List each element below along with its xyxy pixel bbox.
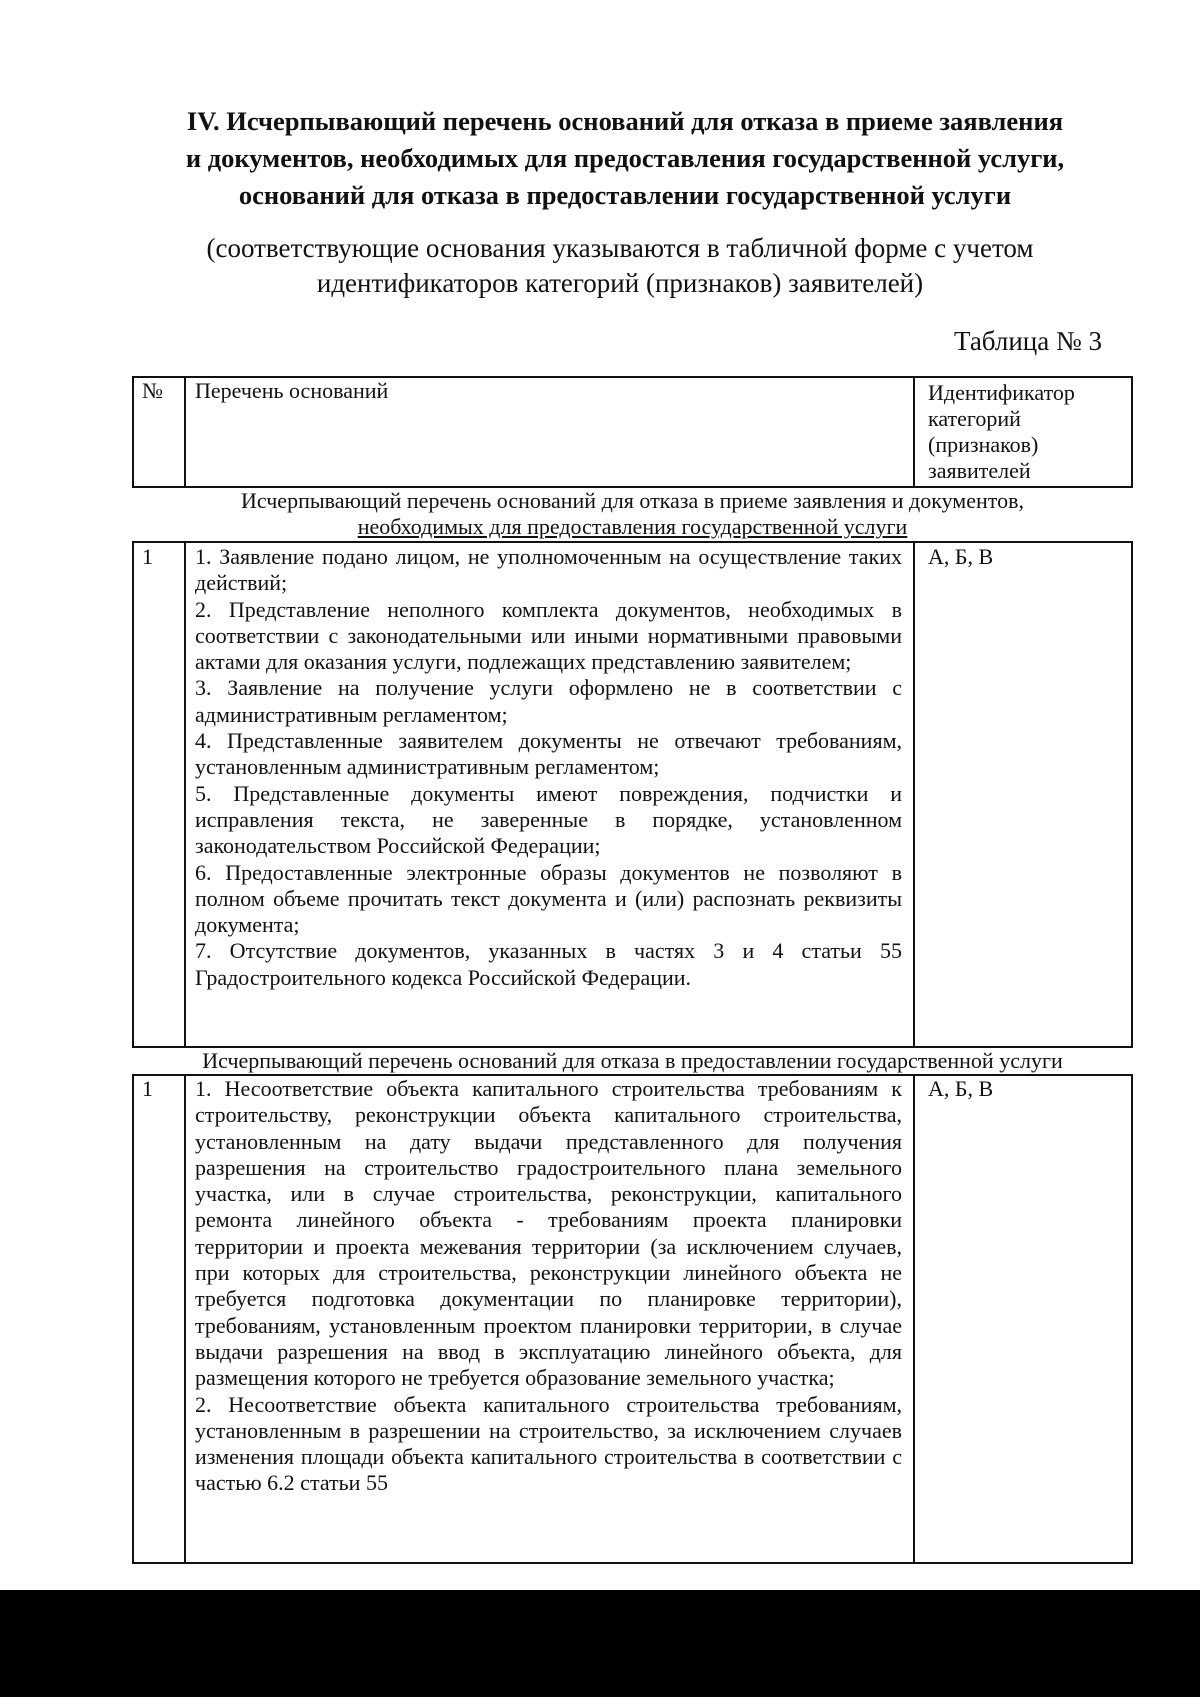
heading-line: и документов, необходимых для предоставления государственной услуги, (185, 143, 1065, 173)
table-border-left (132, 376, 134, 486)
table-number-label: Таблица № 3 (954, 326, 1102, 356)
list-item: 4. Представленные заявителем документы не отвечают требованиям, установленным административным регламентом; (195, 728, 902, 780)
list-item: 2. Несоответствие объекта капитального строительства требованиям, установленным в разрешении на строительство, за исключением случаев изменения площади объекта капитального строительства в соответствии с частью 6.2 статьи 55 (195, 1391, 902, 1496)
column-divider (913, 376, 915, 486)
grounds-table (132, 376, 1133, 1563)
section-title-refusal-acceptance (132, 488, 1133, 541)
row-number: 1 (142, 544, 153, 569)
section-subheading (150, 231, 1090, 301)
column-divider (184, 1074, 186, 1563)
subheading-line: (соответствующие основания указываются в табличной форме с учетом (206, 233, 1034, 263)
list-item: 7. Отсутствие документов, указанных в частях 3 и 4 статьи 55 Градостроительного кодекса Российской Федерации. (195, 938, 902, 990)
list-item: 1. Несоответствие объекта капитального строительства требованиям к строительству, реконструкции объекта капитального строительства, установленным на дату выдачи представленного для получения разрешения на строительство градостроительного плана земельного участка, или в случае строительства, реконструкции, капитального ремонта линейного объекта - требованиям проекта планировки территории и проекта межевания территории (за исключением случаев, при которых для строительства, реконструкции линейного объекта не требуется подготовка документации по планировке территории), требованиям, установленным проектом планировки территории, в случае выдачи разрешения на ввод в эксплуатацию линейного объекта, для размещения которого не требуется образование земельного участка; (195, 1076, 902, 1391)
table-border-left (132, 541, 134, 1046)
section-title-line: Исчерпывающий перечень оснований для отказа в приеме заявления и документов, (241, 488, 1024, 513)
section-title-refusal-service (132, 1048, 1133, 1074)
column-divider (184, 541, 186, 1046)
header-identifier: Идентификатор категорий (признаков) заявителей (928, 380, 1075, 483)
table-border-right (1131, 541, 1133, 1046)
list-item: 6. Предоставленные электронные образы документов не позволяют в полном объеме прочитать текст документа и (или) распознать реквизиты документа; (195, 859, 902, 938)
table-border-left (132, 1074, 134, 1563)
applicant-identifier: А, Б, В (928, 544, 994, 569)
subheading-line: идентификаторов категорий (признаков) заявителей) (316, 268, 924, 298)
column-divider (913, 1074, 915, 1563)
list-item: 2. Представление неполного комплекта документов, необходимых в соответствии с законодательными или иными нормативными правовыми актами для оказания услуги, подлежащих представлению заявителем; (195, 596, 902, 675)
table-border-right (1131, 376, 1133, 486)
table-rule (132, 541, 1133, 543)
section-title-line: Исчерпывающий перечень оснований для отказа в предоставлении государственной услуги (202, 1048, 1063, 1073)
header-grounds: Перечень оснований (195, 378, 389, 403)
applicant-identifier: А, Б, В (928, 1076, 994, 1101)
grounds-list (195, 1076, 902, 1497)
scan-black-margin (0, 1590, 1200, 1697)
header-number: № (142, 378, 163, 403)
table-border-right (1131, 1074, 1133, 1563)
heading-line: IV. Исчерпывающий перечень оснований для отказа в приеме заявления (186, 106, 1064, 136)
table-border-bottom (132, 1562, 1133, 1564)
row-number: 1 (142, 1076, 153, 1101)
grounds-list (195, 544, 902, 991)
heading-line: оснований для отказа в предоставлении государственной услуги (238, 180, 1012, 210)
list-item: 5. Представленные документы имеют повреждения, подчистки и исправления текста, не заверенные в порядке, установленном законодательством Российской Федерации; (195, 780, 902, 859)
list-item: 1. Заявление подано лицом, не уполномоченным на осуществление таких действий; (195, 544, 902, 596)
column-divider (184, 376, 186, 486)
column-divider (913, 541, 915, 1046)
list-item: 3. Заявление на получение услуги оформлено не в соответствии с административным регламентом; (195, 675, 902, 727)
section-heading (135, 103, 1115, 214)
section-title-line: необходимых для предоставления государственной услуги (357, 514, 908, 540)
